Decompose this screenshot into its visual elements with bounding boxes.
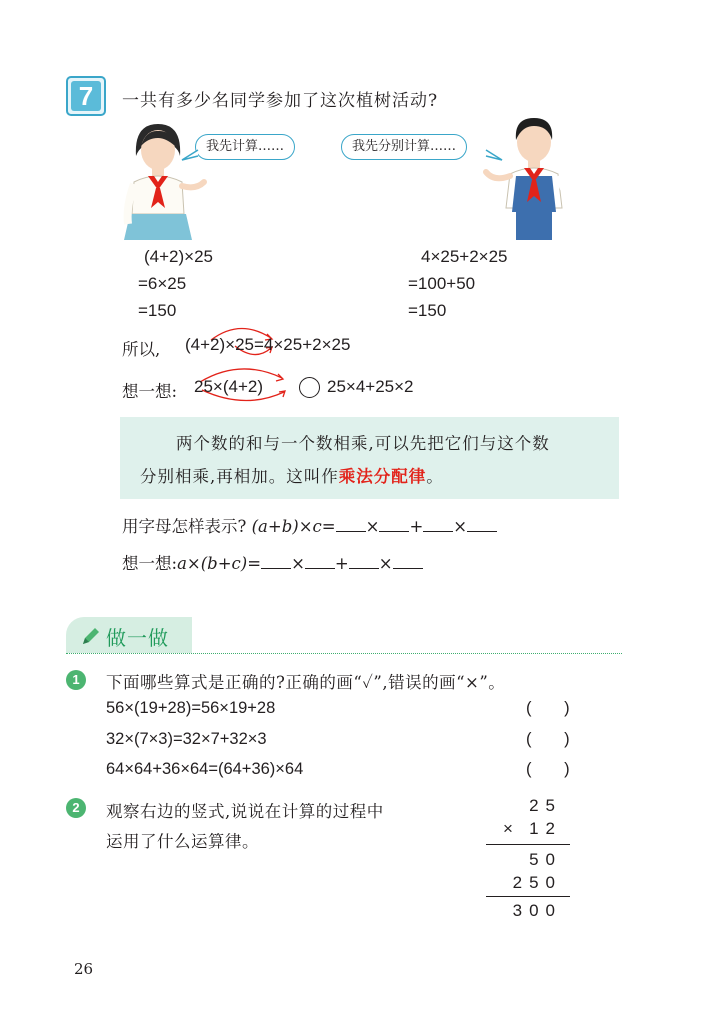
q1-answer-box[interactable]: ( ) [526, 760, 584, 778]
question-2-number: 2 [66, 798, 86, 818]
answer-blank[interactable] [423, 517, 453, 532]
think2-line [122, 550, 423, 574]
page-number: 26 [74, 960, 94, 978]
answer-blank[interactable] [305, 554, 335, 569]
calc-left-line: =150 [138, 301, 177, 320]
answer-blank[interactable] [379, 517, 409, 532]
vertical-row-3: 50 [529, 850, 562, 869]
question-1-number: 1 [66, 670, 86, 690]
rule-text [140, 427, 610, 493]
girl-illustration [118, 116, 208, 240]
q1-expression: 64×64+36×64=(64+36)×64 [106, 760, 304, 778]
calc-left-line: (4+2)×25 [144, 247, 213, 266]
question-1-text: 下面哪些算式是正确的?正确的画“✓”,错误的画“×”。 [106, 673, 506, 692]
vertical-times-sign: × [503, 819, 513, 838]
rule-line-1: 两个数的和与一个数相乘,可以先把它们与这个数 [176, 434, 550, 453]
problem-number: 7 [71, 81, 101, 111]
times-sign: × [365, 517, 380, 536]
rule-end: 。 [426, 467, 444, 486]
letters-label: 用字母怎样表示? [122, 517, 247, 536]
rule-line-2 [140, 460, 610, 493]
so-equation: (4+2)×25=4×25+2×25 [185, 335, 351, 354]
answer-blank[interactable] [349, 554, 379, 569]
bubble-left-tail [180, 148, 200, 162]
think2-expr: a×(b+c)= [177, 554, 262, 573]
calc-right-line: =150 [408, 301, 447, 320]
plus-sign: + [334, 554, 349, 573]
think1-label: 想一想: [122, 382, 178, 401]
vertical-row-5: 300 [512, 901, 562, 920]
compare-circle-blank[interactable] [299, 377, 320, 398]
answer-blank[interactable] [261, 554, 291, 569]
question-2-line: 观察右边的竖式,说说在计算的过程中 [106, 802, 384, 821]
practice-divider [66, 653, 622, 654]
problem-title: 一共有多少名同学参加了这次植树活动? [122, 91, 439, 111]
vertical-rule-2 [486, 896, 570, 897]
vertical-row-1: 25 [529, 796, 562, 815]
think2-label: 想一想: [122, 554, 178, 573]
q1-answer-box[interactable]: ( ) [526, 699, 584, 717]
question-2-text [106, 797, 384, 857]
speech-bubble-left [195, 134, 295, 160]
vertical-rule-1 [486, 844, 570, 845]
think1-left-expr: 25×(4+2) [194, 377, 263, 396]
times-sign: × [378, 554, 393, 573]
so-label: 所以, [122, 340, 161, 359]
calc-right-line: 4×25+2×25 [421, 247, 508, 266]
vertical-row-2: 12 [529, 819, 562, 838]
q1-answer-box[interactable]: ( ) [526, 730, 584, 748]
rule-line-2-text: 分别相乘,再相加。这叫作 [140, 467, 339, 486]
calc-left [138, 243, 213, 324]
bubble-right-tail [484, 148, 504, 162]
calc-right [408, 243, 508, 324]
answer-blank[interactable] [393, 554, 423, 569]
times-sign: × [453, 517, 468, 536]
speech-bubble-right [341, 134, 467, 160]
letters-line [122, 513, 497, 537]
q1-expression: 32×(7×3)=32×7+32×3 [106, 730, 267, 748]
q1-expression: 56×(19+28)=56×19+28 [106, 699, 276, 717]
think1-right-expr: 25×4+25×2 [327, 377, 414, 396]
practice-tab-label: 做一做 [106, 626, 169, 650]
answer-blank[interactable] [336, 517, 366, 532]
letters-expr: (a+b)×c= [251, 517, 336, 536]
bubble-left-text: 我先计算…… [206, 139, 285, 154]
calc-right-line: =100+50 [408, 274, 476, 293]
pencil-icon [80, 625, 102, 647]
question-2-line: 运用了什么运算律。 [106, 832, 259, 851]
times-sign: × [291, 554, 305, 573]
rule-keyword: 乘法分配律 [338, 467, 427, 486]
plus-sign: + [409, 517, 424, 536]
problem-number-badge [66, 76, 106, 116]
boy-illustration [482, 112, 582, 240]
bubble-right-text: 我先分别计算…… [352, 139, 457, 154]
vertical-row-4: 250 [512, 873, 562, 892]
answer-blank[interactable] [467, 517, 497, 532]
calc-left-line: =6×25 [138, 274, 187, 293]
